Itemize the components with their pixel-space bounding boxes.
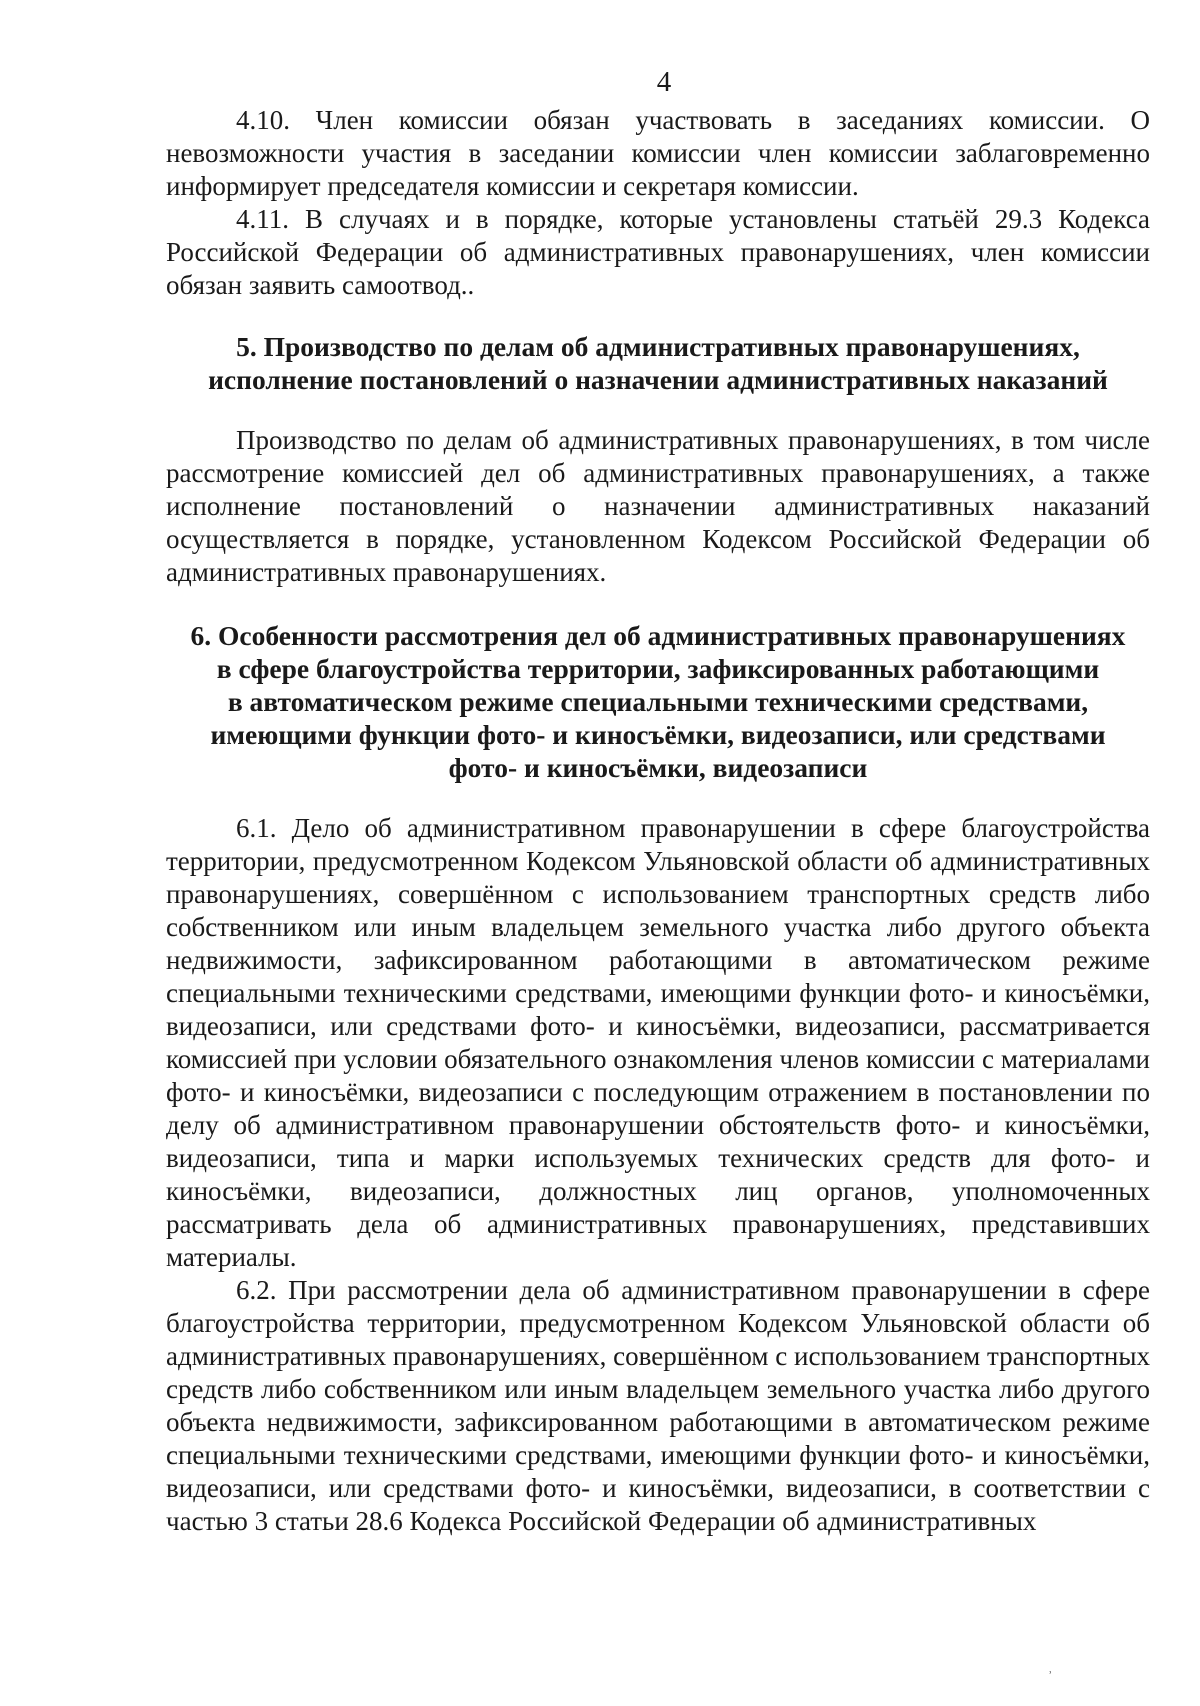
section-6-title-line-5: фото- и киносъёмки, видеозаписи [448,752,868,783]
section-5-heading [166,330,1150,396]
page-number: 4 [656,66,672,98]
paragraph-6-2: 6.2. При рассмотрении дела об административном правонарушении в сфере благоустройства территории, предусмотренном Кодексом Ульяновской области об административных правонарушениях, совершённом с использованием транспортных средств либо собственником или иным владельцем земельного участка либо другого объекта недвижимости, зафиксированном работающими в автоматическом режиме специальными техническими средствами, имеющими функции фото- и киносъёмки, видеозаписи, или средствами фото- и киносъёмки, видеозаписи, в соответствии с частью 3 статьи 28.6 Кодекса Российской Федерации об административных [166,1275,1150,1536]
section-6-title-line-3: в автоматическом режиме специальными техническими средствами, [227,686,1089,717]
paragraph-4-10: 4.10. Член комиссии обязан участвовать в заседаниях комиссии. О невозможности участия в заседании комиссии член комиссии заблаговременно информирует председателя комиссии и секретаря комиссии. [166,105,1150,201]
section-6-heading [166,619,1150,784]
section-6-title-line-1: 6. Особенности рассмотрения дел об административных правонарушениях [190,620,1126,651]
document-body [166,104,1150,1538]
scan-artifact-mark: ʾ [1048,1670,1053,1685]
section-5-title-line-1: 5. Производство по делам об административных правонарушениях, [236,331,1080,362]
section-5-body: Производство по делам об административных правонарушениях, в том числе рассмотрение комиссией дел об административных правонарушениях, а также исполнение постановлений о назначении административных наказаний осуществляется в порядке, установленном Кодексом Российской Федерации об административных правонарушениях. [166,425,1150,587]
section-5-title-line-2: исполнение постановлений о назначении административных наказаний [208,364,1108,395]
section-6-title-line-2: в сфере благоустройства территории, зафиксированных работающими [216,653,1100,684]
paragraph-6-1: 6.1. Дело об административном правонарушении в сфере благоустройства территории, предусмотренном Кодексом Ульяновской области об административных правонарушениях, совершённом с использованием транспортных средств либо собственником или иным владельцем земельного участка либо другого объекта недвижимости, зафиксированном работающими в автоматическом режиме специальными техническими средствами, имеющими функции фото- и киносъёмки, видеозаписи, или средствами фото- и киносъёмки, видеозаписи, рассматривается комиссией при условии обязательного ознакомления членов комиссии с материалами фото- и киносъёмки, видеозаписи с последующим отражением в постановлении по делу об административном правонарушении обстоятельств фото- и киносъёмки, видеозаписи, типа и марки используемых технических средств для фото- и киносъёмки, видеозаписи, должностных лиц органов, уполномоченных рассматривать дела об административных правонарушениях, представивших материалы. [166,813,1150,1272]
section-6-title-line-4: имеющими функции фото- и киносъёмки, видеозаписи, или средствами [210,719,1106,750]
paragraph-4-11: 4.11. В случаях и в порядке, которые установлены статьёй 29.3 Кодекса Российской Федерации об административных правонарушениях, член комиссии обязан заявить самоотвод.. [166,204,1150,300]
